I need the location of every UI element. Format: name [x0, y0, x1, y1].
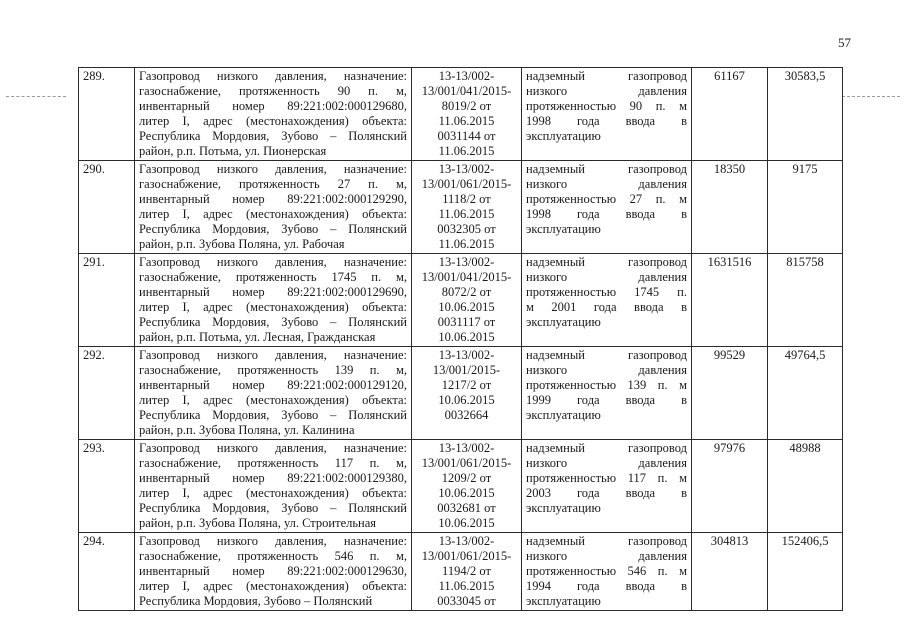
characteristics-line: низкого давления: [526, 456, 687, 470]
object-description-cell: [135, 254, 412, 347]
characteristics-line: м 2001 года ввода в: [526, 300, 687, 314]
description-line: район, р.п. Потьма, ул. Лесная, Гражданская: [139, 330, 376, 344]
characteristics-line: протяженностью 139 п. м: [526, 378, 687, 392]
value-cell-2: 815758: [768, 254, 843, 347]
description-line: литер I, адрес (местонахождения) объекта:: [139, 300, 407, 314]
characteristics-line: 1999 года ввода в: [526, 393, 687, 407]
characteristics-line: низкого давления: [526, 177, 687, 191]
characteristics-line: низкого давления: [526, 363, 687, 377]
registration-line: 8019/2 от: [441, 99, 492, 113]
characteristics-line: низкого давления: [526, 270, 687, 284]
description-line: Республика Мордовия, Зубово – Полянский: [139, 501, 407, 515]
description-line: Газопровод низкого давления, назначение:: [139, 162, 407, 176]
table-row: [79, 254, 843, 347]
registration-line: 8072/2 от: [441, 285, 492, 299]
characteristics-line: 1998 года ввода в: [526, 207, 687, 221]
description-line: район, р.п. Зубова Поляна, ул. Рабочая: [139, 237, 345, 251]
value-cell-2: 48988: [768, 440, 843, 533]
registration-line: 11.06.2015: [438, 237, 495, 251]
registration-line: 0033045 от: [437, 594, 496, 608]
object-description-cell: [135, 68, 412, 161]
registration-line: 11.06.2015: [438, 114, 495, 128]
description-line: Газопровод низкого давления, назначение:: [139, 534, 407, 548]
registration-record-cell: [412, 347, 522, 440]
description-line: Газопровод низкого давления, назначение:: [139, 255, 407, 269]
characteristics-line: надземный газопровод: [526, 348, 687, 362]
object-characteristics-cell: [522, 440, 692, 533]
description-line: инвентарный номер 89:221:002:000129380,: [139, 471, 407, 485]
registration-line: 13-13/002-: [438, 162, 495, 176]
description-line: Газопровод низкого давления, назначение:: [139, 69, 407, 83]
registration-line: 13/001/2015-: [432, 363, 501, 377]
registration-line: 0032305 от: [437, 222, 496, 236]
value-cell-1: 1631516: [692, 254, 768, 347]
value-cell-2: 30583,5: [768, 68, 843, 161]
registration-line: 13/001/041/2015-: [421, 84, 512, 98]
description-line: литер I, адрес (местонахождения) объекта:: [139, 114, 407, 128]
registration-line: 0032681 от: [437, 501, 496, 515]
object-description-cell: [135, 440, 412, 533]
property-registry-table: [78, 67, 843, 611]
registration-line: 1209/2 от: [441, 471, 492, 485]
value-cell-1: 61167: [692, 68, 768, 161]
characteristics-line: надземный газопровод: [526, 162, 687, 176]
description-line: газоснабжение, протяженность 117 п. м,: [139, 456, 407, 470]
table-row: [79, 440, 843, 533]
characteristics-line: протяженностью 546 п. м: [526, 564, 687, 578]
table-row: [79, 161, 843, 254]
description-line: литер I, адрес (местонахождения) объекта:: [139, 579, 407, 593]
value-cell-1: 304813: [692, 533, 768, 611]
registration-line: 13-13/002-: [438, 69, 495, 83]
row-number-cell: 292.: [79, 347, 135, 440]
registration-record-cell: [412, 254, 522, 347]
characteristics-line: надземный газопровод: [526, 534, 687, 548]
table-row: [79, 68, 843, 161]
characteristics-line: эксплуатацию: [526, 315, 601, 329]
description-line: Газопровод низкого давления, назначение:: [139, 441, 407, 455]
row-number-cell: 294.: [79, 533, 135, 611]
registration-line: 0031117 от: [437, 315, 496, 329]
characteristics-line: 1998 года ввода в: [526, 114, 687, 128]
registration-record-cell: [412, 68, 522, 161]
scan-artifact-right: [842, 96, 900, 97]
description-line: литер I, адрес (местонахождения) объекта:: [139, 486, 407, 500]
registration-line: 13-13/002-: [438, 255, 495, 269]
object-description-cell: [135, 347, 412, 440]
value-cell-1: 97976: [692, 440, 768, 533]
object-characteristics-cell: [522, 254, 692, 347]
description-line: Республика Мордовия, Зубово – Полянский: [139, 408, 407, 422]
characteristics-line: эксплуатацию: [526, 129, 601, 143]
registration-line: 10.06.2015: [438, 330, 495, 344]
registration-line: 10.06.2015: [438, 516, 495, 530]
registration-line: 0032664: [444, 408, 489, 422]
registration-record-cell: [412, 161, 522, 254]
characteristics-line: 2003 года ввода в: [526, 486, 687, 500]
description-line: Республика Мордовия, Зубово – Полянский: [139, 315, 407, 329]
characteristics-line: протяженностью 117 п. м: [526, 471, 687, 485]
object-characteristics-cell: [522, 68, 692, 161]
characteristics-line: надземный газопровод: [526, 255, 687, 269]
registration-line: 10.06.2015: [438, 300, 495, 314]
description-line: Газопровод низкого давления, назначение:: [139, 348, 407, 362]
object-description-cell: [135, 533, 412, 611]
registration-line: 13-13/002-: [438, 348, 495, 362]
description-line: Республика Мордовия, Зубово – Полянский: [139, 222, 407, 236]
object-description-cell: [135, 161, 412, 254]
characteristics-line: низкого давления: [526, 549, 687, 563]
description-line: газоснабжение, протяженность 27 п. м,: [139, 177, 407, 191]
page-number: 57: [838, 35, 851, 50]
registration-line: 11.06.2015: [438, 144, 495, 158]
description-line: инвентарный номер 89:221:002:000129690,: [139, 285, 407, 299]
registration-line: 13/001/061/2015-: [421, 456, 512, 470]
row-number-cell: 289.: [79, 68, 135, 161]
row-number-cell: 291.: [79, 254, 135, 347]
row-number-cell: 290.: [79, 161, 135, 254]
description-line: Республика Мордовия, Зубово – Полянский: [139, 594, 373, 608]
characteristics-line: эксплуатацию: [526, 501, 601, 515]
registration-line: 11.06.2015: [438, 579, 495, 593]
description-line: литер I, адрес (местонахождения) объекта:: [139, 393, 407, 407]
characteristics-line: эксплуатацию: [526, 222, 601, 236]
registry-table-body: [79, 68, 843, 611]
description-line: Республика Мордовия, Зубово – Полянский: [139, 129, 407, 143]
value-cell-2: 9175: [768, 161, 843, 254]
registration-line: 13-13/002-: [438, 441, 495, 455]
characteristics-line: надземный газопровод: [526, 69, 687, 83]
description-line: инвентарный номер 89:221:002:000129630,: [139, 564, 407, 578]
object-characteristics-cell: [522, 533, 692, 611]
scan-artifact-left: [6, 96, 66, 97]
description-line: район, р.п. Зубова Поляна, ул. Калинина: [139, 423, 355, 437]
description-line: район, р.п. Потьма, ул. Пионерская: [139, 144, 327, 158]
description-line: газоснабжение, протяженность 546 п. м,: [139, 549, 407, 563]
characteristics-line: протяженностью 90 п. м: [526, 99, 687, 113]
registration-record-cell: [412, 533, 522, 611]
registration-line: 13/001/061/2015-: [421, 177, 512, 191]
characteristics-line: протяженностью 27 п. м: [526, 192, 687, 206]
object-characteristics-cell: [522, 161, 692, 254]
characteristics-line: протяженностью 1745 п.: [526, 285, 687, 299]
characteristics-line: 1994 года ввода в: [526, 579, 687, 593]
description-line: газоснабжение, протяженность 1745 п. м,: [139, 270, 407, 284]
row-number-cell: 293.: [79, 440, 135, 533]
description-line: инвентарный номер 89:221:002:000129120,: [139, 378, 407, 392]
value-cell-1: 18350: [692, 161, 768, 254]
table-row: [79, 347, 843, 440]
registration-line: 1194/2 от: [442, 564, 491, 578]
characteristics-line: эксплуатацию: [526, 408, 601, 422]
registration-line: 13/001/061/2015-: [421, 549, 512, 563]
registration-line: 13-13/002-: [438, 534, 495, 548]
value-cell-1: 99529: [692, 347, 768, 440]
description-line: инвентарный номер 89:221:002:000129680,: [139, 99, 407, 113]
registration-line: 10.06.2015: [438, 486, 495, 500]
description-line: инвентарный номер 89:221:002:000129290,: [139, 192, 407, 206]
description-line: район, р.п. Зубова Поляна, ул. Строительная: [139, 516, 377, 530]
registration-record-cell: [412, 440, 522, 533]
registration-line: 1118/2 от: [442, 192, 491, 206]
value-cell-2: 49764,5: [768, 347, 843, 440]
characteristics-line: низкого давления: [526, 84, 687, 98]
table-row: [79, 533, 843, 611]
characteristics-line: эксплуатацию: [526, 594, 601, 608]
registration-line: 0031144 от: [437, 129, 496, 143]
description-line: газоснабжение, протяженность 139 п. м,: [139, 363, 407, 377]
registration-line: 10.06.2015: [438, 393, 495, 407]
description-line: литер I, адрес (местонахождения) объекта:: [139, 207, 407, 221]
registration-line: 1217/2 от: [441, 378, 492, 392]
value-cell-2: 152406,5: [768, 533, 843, 611]
characteristics-line: надземный газопровод: [526, 441, 687, 455]
registration-line: 11.06.2015: [438, 207, 495, 221]
description-line: газоснабжение, протяженность 90 п. м,: [139, 84, 407, 98]
object-characteristics-cell: [522, 347, 692, 440]
registration-line: 13/001/041/2015-: [421, 270, 512, 284]
